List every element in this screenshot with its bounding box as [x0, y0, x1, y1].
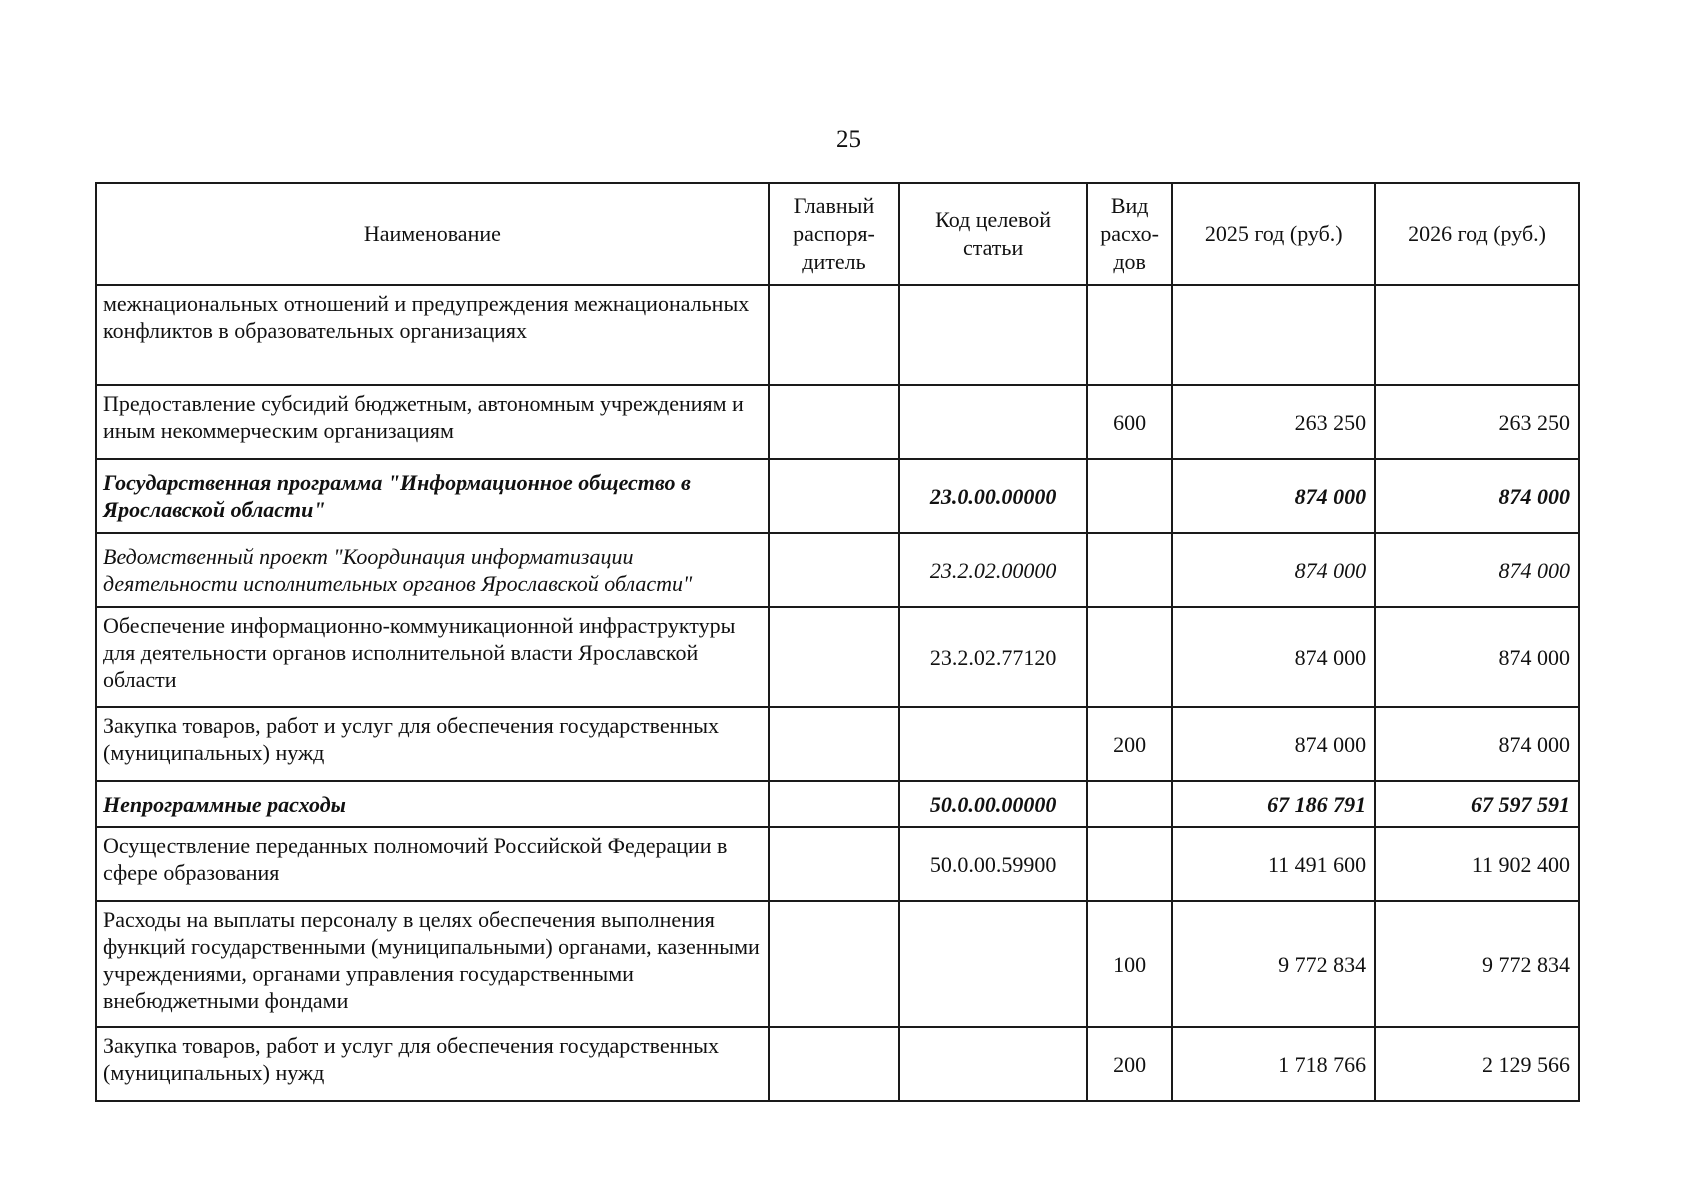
row-code: 23.0.00.00000: [899, 459, 1087, 533]
row-name: Государственная программа "Информационное общество в Ярославской области": [96, 459, 769, 533]
row-manager: [769, 781, 900, 827]
row-amount-2026: 9 772 834: [1375, 901, 1579, 1027]
row-amount-2026: [1375, 285, 1579, 385]
row-manager: [769, 827, 900, 901]
row-expense-type: 600: [1087, 385, 1172, 459]
row-amount-2025: [1172, 285, 1375, 385]
table-row: [96, 385, 1579, 459]
table-row: [96, 1027, 1579, 1101]
row-name: Осуществление переданных полномочий Российской Федерации в сфере образования: [96, 827, 769, 901]
table-row: [96, 533, 1579, 607]
row-code: 23.2.02.77120: [899, 607, 1087, 707]
header-year-2026: 2026 год (руб.): [1375, 183, 1579, 285]
header-code: Код целевой статьи: [899, 183, 1087, 285]
table-row: [96, 707, 1579, 781]
row-amount-2026: 874 000: [1375, 707, 1579, 781]
row-amount-2025: 874 000: [1172, 533, 1375, 607]
row-code: [899, 285, 1087, 385]
row-amount-2026: 67 597 591: [1375, 781, 1579, 827]
row-expense-type: [1087, 781, 1172, 827]
row-amount-2025: 67 186 791: [1172, 781, 1375, 827]
row-expense-type: 200: [1087, 707, 1172, 781]
row-name: межнациональных отношений и предупреждения межнациональных конфликтов в образовательных организациях: [96, 285, 769, 385]
row-manager: [769, 459, 900, 533]
row-code: [899, 707, 1087, 781]
row-manager: [769, 901, 900, 1027]
row-expense-type: [1087, 459, 1172, 533]
row-expense-type: [1087, 285, 1172, 385]
row-name: Ведомственный проект "Координация информатизации деятельности исполнительных органов Ярославской области": [96, 533, 769, 607]
row-manager: [769, 533, 900, 607]
row-amount-2025: 1 718 766: [1172, 1027, 1375, 1101]
table-header-row: [96, 183, 1579, 285]
row-amount-2025: 874 000: [1172, 707, 1375, 781]
row-name: Закупка товаров, работ и услуг для обеспечения государственных (муниципальных) нужд: [96, 707, 769, 781]
row-manager: [769, 285, 900, 385]
row-expense-type: 200: [1087, 1027, 1172, 1101]
row-manager: [769, 1027, 900, 1101]
row-code: [899, 385, 1087, 459]
row-amount-2025: 11 491 600: [1172, 827, 1375, 901]
page-number: 25: [836, 126, 861, 153]
row-expense-type: 100: [1087, 901, 1172, 1027]
row-manager: [769, 707, 900, 781]
table-row: [96, 459, 1579, 533]
table-row: [96, 781, 1579, 827]
row-name: Обеспечение информационно-коммуникационной инфраструктуры для деятельности органов исполнительной власти Ярославской области: [96, 607, 769, 707]
row-amount-2025: 9 772 834: [1172, 901, 1375, 1027]
table-row: [96, 901, 1579, 1027]
row-amount-2025: 874 000: [1172, 459, 1375, 533]
row-amount-2026: 874 000: [1375, 533, 1579, 607]
header-manager: Главный распоря-дитель: [769, 183, 900, 285]
row-code: 50.0.00.59900: [899, 827, 1087, 901]
row-manager: [769, 607, 900, 707]
row-name: Закупка товаров, работ и услуг для обеспечения государственных (муниципальных) нужд: [96, 1027, 769, 1101]
row-code: 23.2.02.00000: [899, 533, 1087, 607]
row-manager: [769, 385, 900, 459]
table-row: [96, 607, 1579, 707]
row-amount-2026: 874 000: [1375, 607, 1579, 707]
header-expense-type: Вид расхо-дов: [1087, 183, 1172, 285]
header-year-2025: 2025 год (руб.): [1172, 183, 1375, 285]
row-name: Предоставление субсидий бюджетным, автономным учреждениям и иным некоммерческим организациям: [96, 385, 769, 459]
budget-table: [95, 182, 1580, 1102]
row-expense-type: [1087, 533, 1172, 607]
row-name: Непрограммные расходы: [96, 781, 769, 827]
row-code: 50.0.00.00000: [899, 781, 1087, 827]
row-amount-2026: 2 129 566: [1375, 1027, 1579, 1101]
row-amount-2025: 263 250: [1172, 385, 1375, 459]
row-amount-2026: 874 000: [1375, 459, 1579, 533]
table-row: [96, 827, 1579, 901]
row-name: Расходы на выплаты персоналу в целях обеспечения выполнения функций государственными (муниципальными) органами, казенными учреждениями, органами управления государственными внебюджетными фондами: [96, 901, 769, 1027]
row-code: [899, 1027, 1087, 1101]
table-row: [96, 285, 1579, 385]
row-amount-2025: 874 000: [1172, 607, 1375, 707]
header-name: Наименование: [96, 183, 769, 285]
row-expense-type: [1087, 827, 1172, 901]
row-expense-type: [1087, 607, 1172, 707]
row-amount-2026: 11 902 400: [1375, 827, 1579, 901]
row-amount-2026: 263 250: [1375, 385, 1579, 459]
row-code: [899, 901, 1087, 1027]
